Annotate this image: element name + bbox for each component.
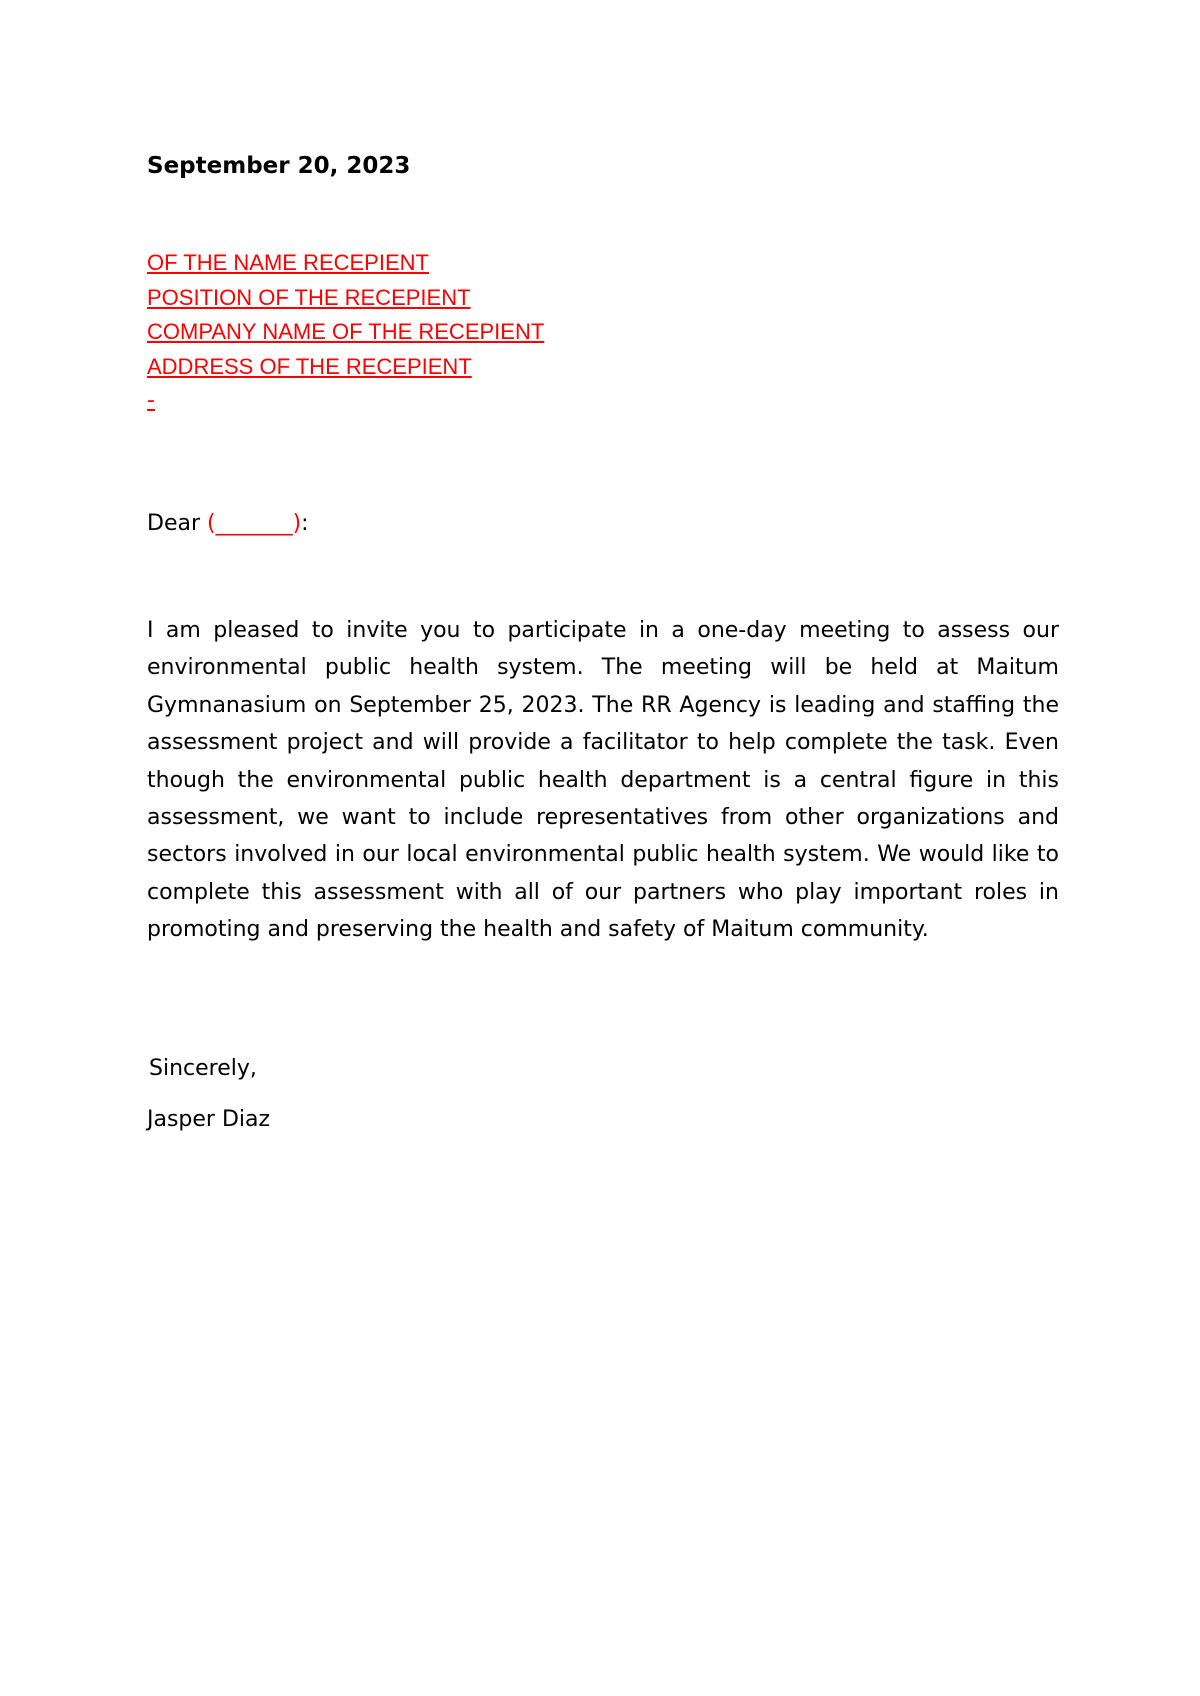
letter-closing: Sincerely, <box>149 1056 257 1081</box>
salutation-suffix: : <box>301 511 309 536</box>
recipient-company: COMPANY NAME OF THE RECEPIENT <box>147 319 545 344</box>
letter-body: I am pleased to invite you to participate in a one-day meeting to assess our environmental public health system. The meeting will be held at Maitum Gymnanasium on September 25, 2023. The RR Agency is leading and staffing the assessment project and will provide a facilitator to help complete the task. Even though the environmental public health department is a central figure in this assessment, we want to include representatives from other organizations and sectors involved in our local environmental public health system. We would like to complete this assessment with all of our partners who play important roles in promoting and preserving the health and safety of Maitum community. <box>147 618 1059 943</box>
recipient-dash: - <box>147 388 155 413</box>
salutation-blank: (_______) <box>207 511 302 536</box>
recipient-block <box>147 246 544 384</box>
salutation <box>147 508 309 540</box>
salutation-prefix: Dear <box>147 511 207 536</box>
signature-name: Jasper Diaz <box>147 1107 271 1132</box>
letter-date: September 20, 2023 <box>147 153 411 179</box>
recipient-address: ADDRESS OF THE RECEPIENT <box>147 353 472 379</box>
recipient-position: POSITION OF THE RECEPIENT <box>147 284 471 310</box>
recipient-name: OF THE NAME RECEPIENT <box>147 250 429 275</box>
